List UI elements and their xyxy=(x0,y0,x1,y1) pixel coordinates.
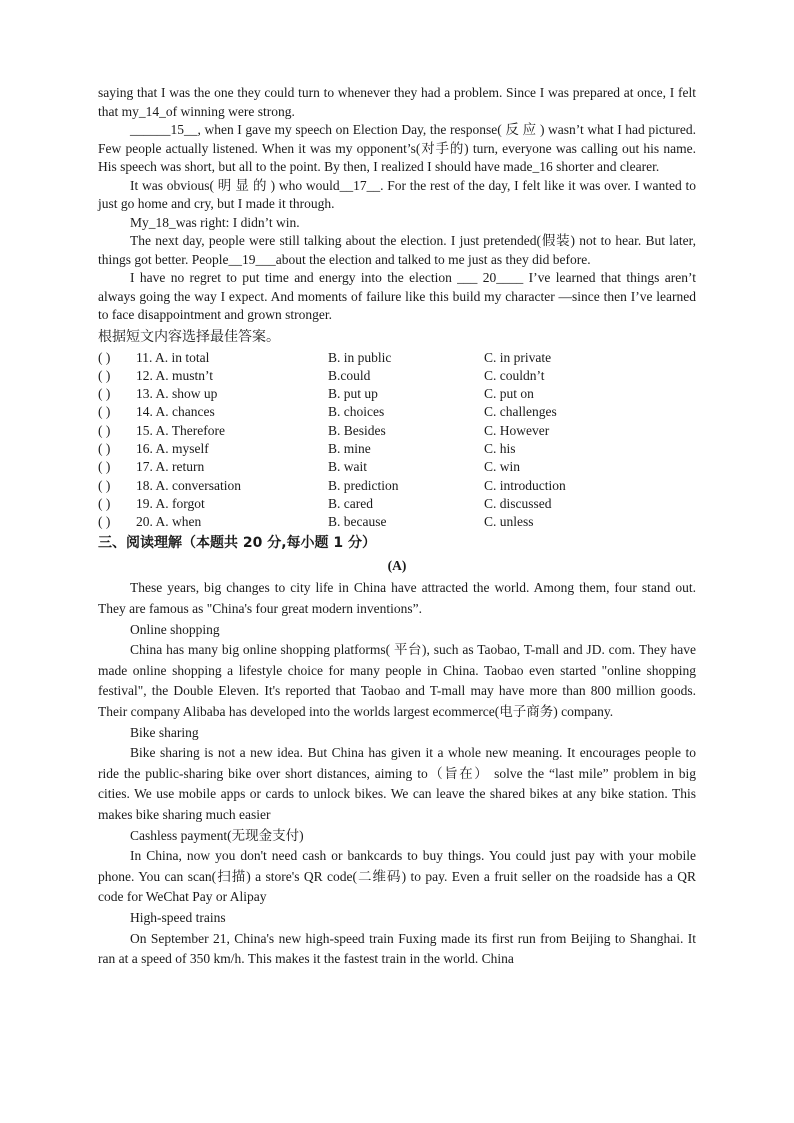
document-page xyxy=(98,84,696,970)
answer-blank: ( ) xyxy=(98,514,111,530)
answer-blank: ( ) xyxy=(98,404,111,420)
question-row xyxy=(98,349,696,367)
option-a: 20. A. when xyxy=(136,514,202,530)
answer-blank: ( ) xyxy=(98,386,111,402)
option-c: C. unless xyxy=(484,514,534,530)
question-row xyxy=(98,477,696,495)
subsection-heading: Online shopping xyxy=(130,621,220,637)
option-b: B. Besides xyxy=(328,422,386,438)
option-b: B. because xyxy=(328,514,387,530)
subsection-heading: High-speed trains xyxy=(130,909,226,925)
question-list xyxy=(98,349,696,532)
answer-blank: ( ) xyxy=(98,422,111,438)
answer-blank: ( ) xyxy=(98,367,111,383)
option-c: C. in private xyxy=(484,349,552,365)
answer-blank: ( ) xyxy=(98,440,111,456)
option-b: B. mine xyxy=(328,440,371,456)
subsection-heading: Cashless payment(无现金支付) xyxy=(130,827,304,843)
subsection-heading: Bike sharing xyxy=(130,724,199,740)
cloze-passage xyxy=(98,84,696,325)
option-c: C. introduction xyxy=(484,477,566,493)
option-c: C. couldn’t xyxy=(484,367,545,383)
option-b: B. put up xyxy=(328,386,378,402)
option-b: B. choices xyxy=(328,404,385,420)
option-a: 14. A. chances xyxy=(136,404,215,420)
option-a: 19. A. forgot xyxy=(136,495,205,511)
option-c: C. challenges xyxy=(484,404,557,420)
question-row xyxy=(98,495,696,513)
option-a: 13. A. show up xyxy=(136,386,218,402)
passage-paragraph: The next day, people were still talking about the election. I just pretended(假装) not to hear. But later, things got better. People__19___about the election and talked to me just as they did before. xyxy=(98,233,696,267)
option-a: 11. A. in total xyxy=(136,349,210,365)
option-a: 18. A. conversation xyxy=(136,477,241,493)
answer-blank: ( ) xyxy=(98,459,111,475)
passage-paragraph: It was obvious( 明 显 的 ) who would__17__. For the rest of the day, I felt like it was over. I wanted to just go home and cry, but I made it through. xyxy=(98,177,696,211)
question-row xyxy=(98,458,696,476)
passage-paragraph: In China, now you don't need cash or bankcards to buy things. You could just pay with your mobile phone. You can scan(扫描) a store's QR code(二维码) to pay. Even a fruit seller on the roadside has a QR code for WeChat Pay or Alipay xyxy=(98,848,696,905)
option-a: 12. A. mustn’t xyxy=(136,367,214,383)
passage-paragraph: Bike sharing is not a new idea. But China has given it a whole new meaning. It encourages people to ride the public-sharing bike over short distances, aiming to（旨在） solve the “last mile” problem in big cities. We use mobile apps or cards to unlock bikes. We can leave the shared bikes at any bike station. This makes bike sharing much easier xyxy=(98,745,696,822)
question-row xyxy=(98,513,696,531)
section-title: 三、阅读理解（本题共 20 分,每小题 1 分） xyxy=(98,535,377,552)
option-b: B. prediction xyxy=(328,477,399,493)
answer-blank: ( ) xyxy=(98,349,111,365)
option-b: B. in public xyxy=(328,349,392,365)
question-row xyxy=(98,367,696,385)
reading-passage xyxy=(98,578,696,969)
option-b: B.could xyxy=(328,367,371,383)
question-row xyxy=(98,422,696,440)
passage-label: (A) xyxy=(387,558,407,574)
passage-paragraph: saying that I was the one they could turn to whenever they had a problem. Since I was prepared at once, I felt that my_14_of winning were strong. xyxy=(98,85,696,119)
passage-paragraph: My_18_was right: I didn’t win. xyxy=(130,214,300,230)
option-c: C. discussed xyxy=(484,495,552,511)
option-b: B. wait xyxy=(328,459,367,475)
passage-paragraph: I have no regret to put time and energy into the election ___ 20____ I’ve learned that things aren’t always going the way I expect. And moments of failure like this build my character —since then I’ve learned to face disappointment and grown stronger. xyxy=(98,270,696,322)
passage-paragraph: These years, big changes to city life in China have attracted the world. Among them, four stand out. They are famous as "China's four great modern inventions”. xyxy=(98,580,696,617)
passage-paragraph: China has many big online shopping platforms( 平台), such as Taobao, T-mall and JD. com. They have made online shopping a lifestyle choice for many people in China. Taobao even started "online shopping festival", the Double Eleven. It's reported that Taobao and T-mall may have more than 800 million goods. Their company Alibaba has developed into the worlds largest ecommerce(电子商务) company. xyxy=(98,642,696,720)
answer-blank: ( ) xyxy=(98,477,111,493)
passage-paragraph: ______15__, when I gave my speech on Election Day, the response( 反 应 ) wasn’t what I had pictured. Few people actually listened. When it was my opponent’s(对手的) turn, everyone was calling out his name. His speech was short, but all to the point. By then, I realized I should have made_16 shorter and clearer. xyxy=(98,122,696,174)
question-row xyxy=(98,403,696,421)
option-c: C. put on xyxy=(484,386,534,402)
cloze-instruction: 根据短文内容选择最佳答案。 xyxy=(98,328,280,345)
option-c: C. win xyxy=(484,459,521,475)
question-row xyxy=(98,440,696,458)
option-b: B. cared xyxy=(328,495,373,511)
option-c: C. However xyxy=(484,422,550,438)
question-row xyxy=(98,385,696,403)
option-c: C. his xyxy=(484,440,516,456)
option-a: 16. A. myself xyxy=(136,440,209,456)
option-a: 15. A. Therefore xyxy=(136,422,225,438)
option-a: 17. A. return xyxy=(136,459,205,475)
answer-blank: ( ) xyxy=(98,495,111,511)
passage-paragraph: On September 21, China's new high-speed train Fuxing made its first run from Beijing to Shanghai. It ran at a speed of 350 km/h. This makes it the fastest train in the world. China xyxy=(98,930,696,967)
